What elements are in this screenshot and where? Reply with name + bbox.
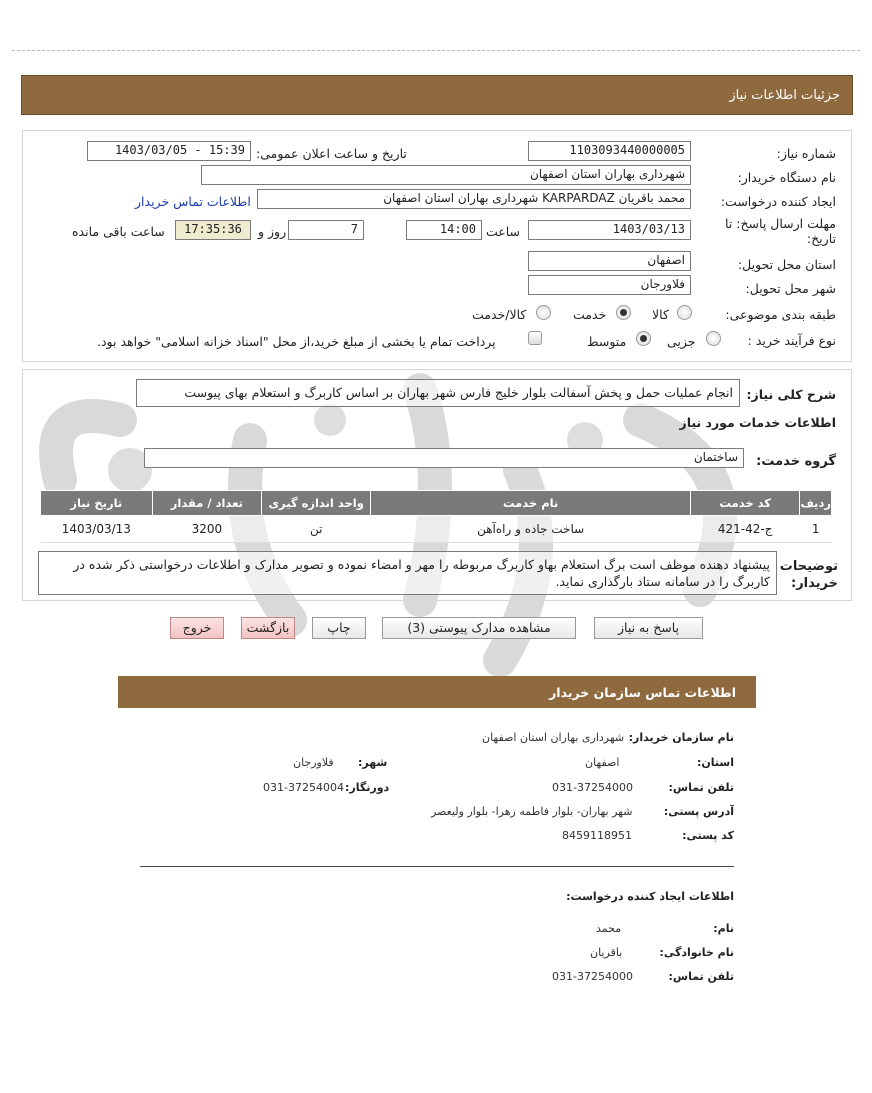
services-title: اطلاعات خدمات مورد نیاز [679,415,836,430]
contact-city-value: فلاورجان [293,756,334,769]
cell-quantity: 3200 [152,516,261,543]
contact-province-label: استان: [697,756,734,769]
process-radio-minor[interactable] [706,331,721,346]
contact-postal-value: 8459118951 [562,829,632,842]
table-row [41,516,832,543]
days-label: روز و [258,224,287,239]
treasury-checkbox[interactable] [528,331,542,345]
contact-fax-label: دورنگار: [345,781,390,794]
exit-button[interactable]: خروج [170,617,224,639]
announce-label: تاریخ و ساعت اعلان عمومی: [256,146,407,161]
buyer-org-label: نام دستگاه خریدار: [737,170,836,185]
process-option-medium: متوسط [587,334,627,349]
last-name-label: نام خانوادگی: [659,946,734,959]
page-header [21,75,853,115]
category-radio-goods[interactable] [677,305,692,320]
org-name-value: شهرداری بهاران استان اصفهان [482,731,625,744]
remaining-label: ساعت باقی مانده [72,224,165,239]
col-code-header: کد خدمت [690,491,800,516]
cell-unit: تن [262,516,371,543]
notes-box: پیشنهاد دهنده موظف است برگ استعلام بهاو کاربرگ مربوطه را مهر و امضاء نموده و تصویر مدارک و اطلاعات درخواستی ذکر شده در کاربرگ را در سامانه ستاد بارگذاری نماید. [38,551,777,595]
need-number-label: شماره نیاز: [776,146,836,161]
contact-section-title: اطلاعات تماس سازمان خریدار [549,685,736,700]
process-option-minor: جزیی [667,334,696,349]
contact-fax-value: 031-37254004 [263,781,344,794]
col-unit-header: واحد اندازه گیری [262,491,371,516]
contact-address-label: آدرس پستی: [663,805,734,818]
org-name-label: نام سازمان خریدار: [628,731,734,744]
print-button[interactable]: چاپ [312,617,366,639]
contact-divider [140,866,734,867]
summary-label: شرح کلی نیاز: [746,387,836,402]
last-name-value: باقریان [590,946,623,959]
creator-field[interactable]: محمد باقریان KARPARDAZ شهرداری بهاران استان اصفهان [257,189,691,209]
col-name-header: نام خدمت [371,491,691,516]
province-label: استان محل تحویل: [737,257,836,272]
top-divider [12,50,860,51]
process-label: نوع فرآیند خرید : [747,333,836,348]
page-title: جزئیات اطلاعات نیاز [729,88,840,103]
cell-name: ساخت جاده و راه‌آهن [371,516,691,543]
reply-button[interactable]: پاسخ به نیاز [594,617,703,639]
contact-postal-label: کد پستی: [682,829,734,842]
service-group-field[interactable]: ساختمان [144,448,744,468]
creator-label: ایجاد کننده درخواست: [720,194,836,209]
category-option-service: خدمت [573,307,607,322]
contact-city-label: شهر: [358,756,388,769]
creator-info-title: اطلاعات ایجاد کننده درخواست: [566,890,734,903]
city-label: شهر محل تحویل: [745,281,836,296]
category-option-goods: کالا [652,307,669,322]
days-field[interactable]: 7 [288,220,364,240]
col-row-header: ردیف [800,491,832,516]
services-table [40,490,832,543]
category-label: طبقه بندی موضوعی: [725,307,836,322]
city-field[interactable]: فلاورجان [528,275,691,295]
cell-row: 1 [800,516,832,543]
remaining-time-field: 17:35:36 [175,220,251,240]
hour-label: ساعت [486,224,521,239]
cell-code: ج-42-421 [690,516,800,543]
table-header-row [41,491,832,516]
province-field[interactable]: اصفهان [528,251,691,271]
category-option-goods-service: کالا/خدمت [472,307,527,322]
deadline-date-field[interactable]: 1403/03/13 [528,220,691,240]
first-name-label: نام: [713,922,734,935]
col-quantity-header: تعداد / مقدار [152,491,261,516]
deadline-label: مهلت ارسال پاسخ: تا تاریخ: [725,216,836,246]
need-number-field[interactable]: 1103093440000005 [528,141,691,161]
contact-province-value: اصفهان [585,756,620,769]
category-radio-goods-service[interactable] [536,305,551,320]
notes-label: توضیحات خریدار: [779,559,838,591]
contact-section-header [118,676,756,708]
buyer-org-field[interactable]: شهرداری بهاران استان اصفهان [201,165,691,185]
contact-phone-value: 031-37254000 [552,781,633,794]
announce-field[interactable]: 1403/03/05 - 15:39 [87,141,251,161]
service-group-label: گروه خدمت: [756,454,836,469]
process-radio-medium[interactable] [636,331,651,346]
attachments-button[interactable]: مشاهده مدارک پیوستی (3) [382,617,576,639]
buyer-contact-link[interactable]: اطلاعات تماس خریدار [135,194,251,209]
treasury-note: پرداخت تمام یا بخشی از مبلغ خرید،از محل "اسناد خزانه اسلامی" خواهد بود. [97,334,496,349]
cell-date: 1403/03/13 [41,516,153,543]
category-radio-service[interactable] [616,305,631,320]
deadline-hour-field[interactable]: 14:00 [406,220,482,240]
creator-phone-value: 031-37254000 [552,970,633,983]
creator-phone-label: تلفن تماس: [668,970,734,983]
back-button[interactable]: بازگشت [241,617,295,639]
summary-box: انجام عملیات حمل و پخش آسفالت بلوار خلیج فارس شهر بهاران بر اساس کاربرگ و استعلام بهای پیوست [136,379,740,407]
first-name-value: محمد [596,922,622,935]
contact-address-value: شهر بهاران- بلوار فاطمه زهرا- بلوار ولیعصر [431,805,633,818]
col-date-header: تاریخ نیاز [41,491,153,516]
contact-phone-label: تلفن تماس: [668,781,734,794]
